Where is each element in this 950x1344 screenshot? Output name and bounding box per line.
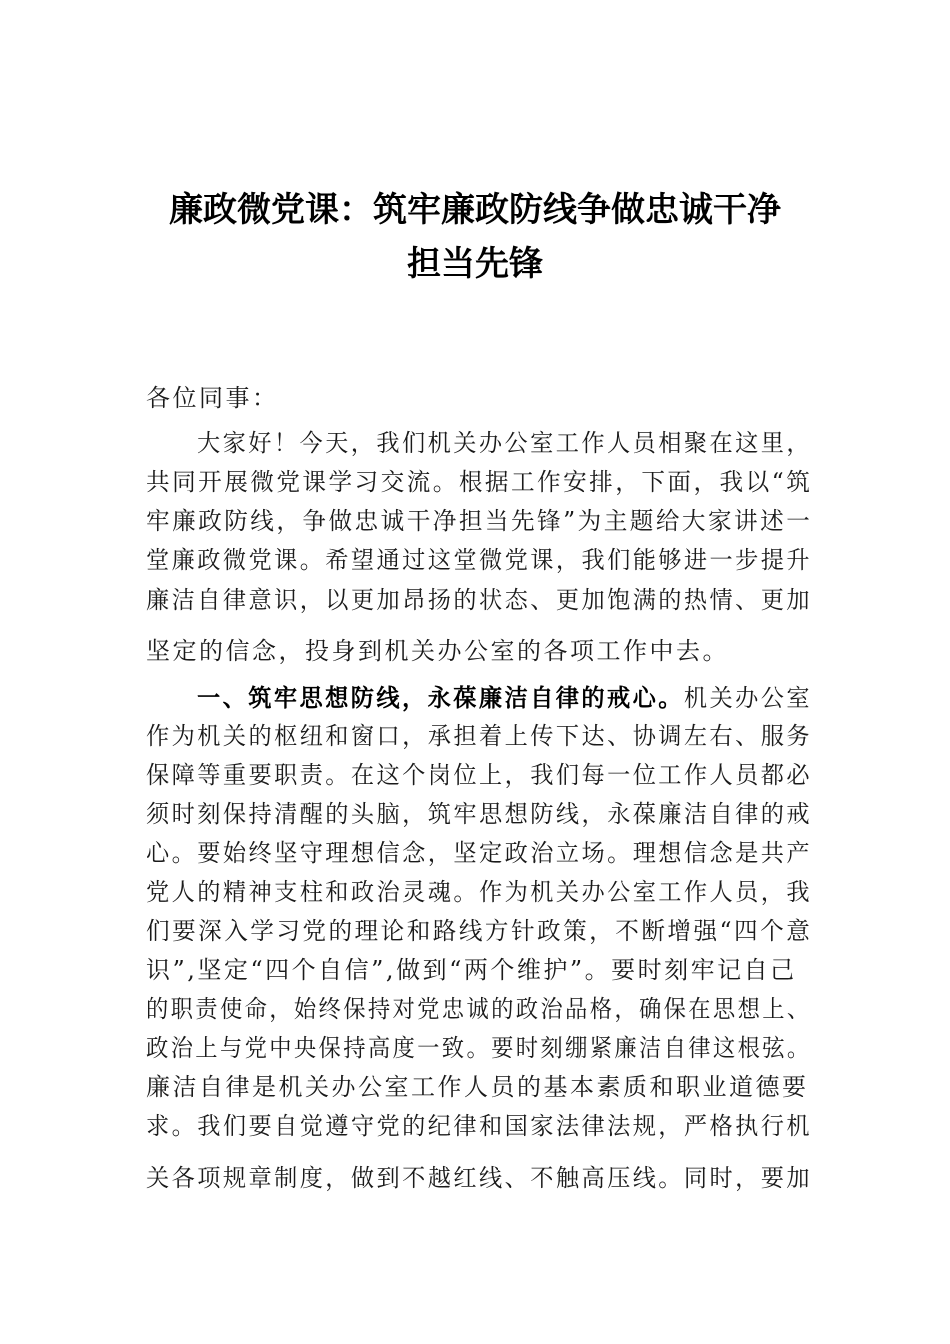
intro-line-1: 大家好！今天，我们机关办公室工作人员相聚在这里，	[197, 429, 812, 457]
section1-line-12: 关各项规章制度，做到不越红线、不触高压线。同时，要加	[146, 1164, 812, 1192]
section1-line-4: 心。要始终坚守理想信念，坚定政治立场。理想信念是共产	[146, 839, 812, 867]
document-title-line-1: 廉政微党课：筑牢廉政防线争做忠诚干净	[169, 190, 781, 230]
intro-line-3: 牢廉政防线，争做忠诚干净担当先锋”为主题给大家讲述一	[146, 507, 813, 535]
section1-line-5: 党人的精神支柱和政治灵魂。作为机关办公室工作人员，我	[146, 878, 812, 906]
intro-line-5: 廉洁自律意识，以更加昂扬的状态、更加饱满的热情、更加	[146, 586, 812, 614]
section1-line-10: 廉洁自律是机关办公室工作人员的基本素质和职业道德要	[146, 1073, 809, 1101]
intro-line-2: 共同开展微党课学习交流。根据工作安排，下面，我以“筑	[146, 468, 813, 496]
document-title-line-2: 担当先锋	[407, 244, 543, 284]
section1-first-line-tail: 机关办公室	[683, 684, 812, 712]
salutation: 各位同事：	[146, 384, 279, 412]
intro-line-4: 堂廉政微党课。希望通过这堂微党课，我们能够进一步提升	[146, 546, 812, 574]
section1-line-1: 作为机关的枢纽和窗口，承担着上传下达、协调左右、服务	[146, 722, 812, 750]
section1-line-8: 的职责使命，始终保持对党忠诚的政治品格，确保在思想上、	[146, 995, 812, 1023]
section1-heading: 一、筑牢思想防线，永葆廉洁自律的戒心。	[197, 683, 684, 712]
section1-line-6: 们要深入学习党的理论和路线方针政策，不断增强“四个意	[146, 917, 813, 945]
section1-line-11: 求。我们要自觉遵守党的纪律和国家法律法规，严格执行机	[146, 1112, 812, 1140]
section1-line-2: 保障等重要职责。在这个岗位上，我们每一位工作人员都必	[146, 761, 812, 789]
section1-line-7: 识”,坚定“四个自信”,做到“两个维护”。要时刻牢记自己	[146, 956, 797, 984]
section1-line-9: 政治上与党中央保持高度一致。要时刻绷紧廉洁自律这根弦。	[146, 1034, 812, 1062]
section1-line-3: 须时刻保持清醒的头脑，筑牢思想防线，永葆廉洁自律的戒	[146, 800, 812, 828]
section1-first-line	[197, 683, 812, 713]
intro-line-6: 坚定的信念，投身到机关办公室的各项工作中去。	[146, 637, 729, 665]
